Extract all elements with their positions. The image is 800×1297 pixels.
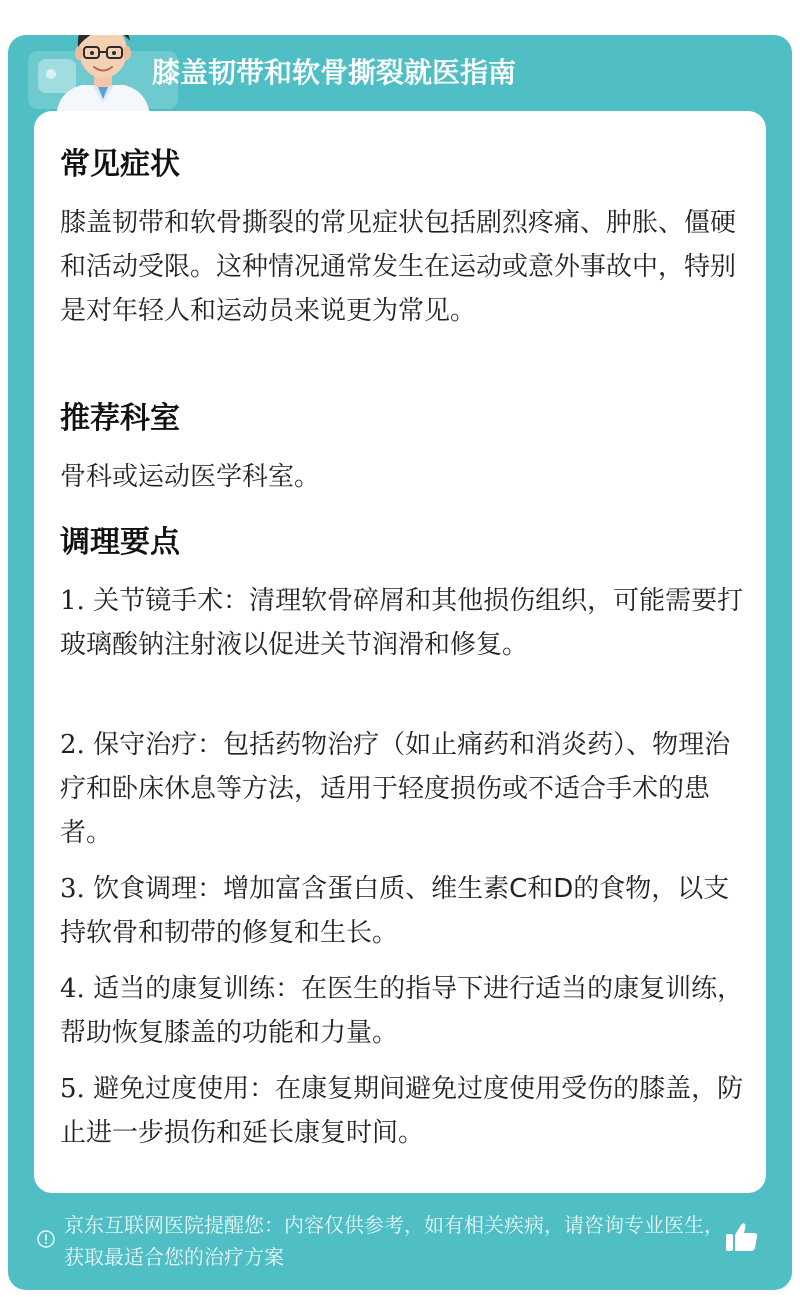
thumbs-up-icon[interactable] [722,1217,762,1257]
care-item-text: 适当的康复训练：在医生的指导下进行适当的康复训练，帮助恢复膝盖的功能和力量。 [60,974,744,1048]
care-item-text: 保守治疗：包括药物治疗（如止痛药和消炎药）、物理治疗和卧床休息等方法，适用于轻度损伤或不适合手术的患者。 [60,730,731,848]
header [8,35,792,111]
care-item-3 [60,867,744,955]
disclaimer-text: 京东互联网医院提醒您：内容仅供参考，如有相关疾病，请咨询专业医生，获取最适合您的治疗方案 [64,1213,724,1269]
care-item-text: 关节镜手术：清理软骨碎屑和其他损伤组织，可能需要打玻璃酸钠注射液以促进关节润滑和修复。 [60,586,744,660]
symptoms-heading: 常见症状 [60,147,180,182]
care-item-number: 1. [60,586,85,616]
care-item-number: 2. [60,730,85,760]
care-heading: 调理要点 [60,525,180,560]
care-item-1 [60,579,744,667]
page-title: 膝盖韧带和软骨撕裂就医指南 [152,56,517,89]
care-item-5 [60,1067,744,1155]
info-icon [37,1230,55,1248]
care-item-2 [60,723,744,855]
department-text: 骨科或运动医学科室。 [60,462,321,492]
care-item-number: 5. [60,1074,85,1104]
footer [8,1193,792,1290]
doctor-avatar-icon [48,35,158,117]
symptoms-text: 膝盖韧带和软骨撕裂的常见症状包括剧烈疼痛、肿胀、僵硬和活动受限。这种情况通常发生在运动或意外事故中，特别是对年轻人和运动员来说更为常见。 [60,208,737,326]
care-item-text: 饮食调理：增加富含蛋白质、维生素C和D的食物，以支持软骨和韧带的修复和生长。 [60,874,730,948]
guide-frame [8,35,792,1290]
care-item-text: 避免过度使用：在康复期间避免过度使用受伤的膝盖，防止进一步损伤和延长康复时间。 [60,1074,744,1148]
care-item-number: 3. [60,874,85,904]
care-item-4 [60,967,744,1055]
care-item-number: 4. [60,974,85,1004]
content-card [34,111,766,1193]
department-heading: 推荐科室 [60,401,180,436]
